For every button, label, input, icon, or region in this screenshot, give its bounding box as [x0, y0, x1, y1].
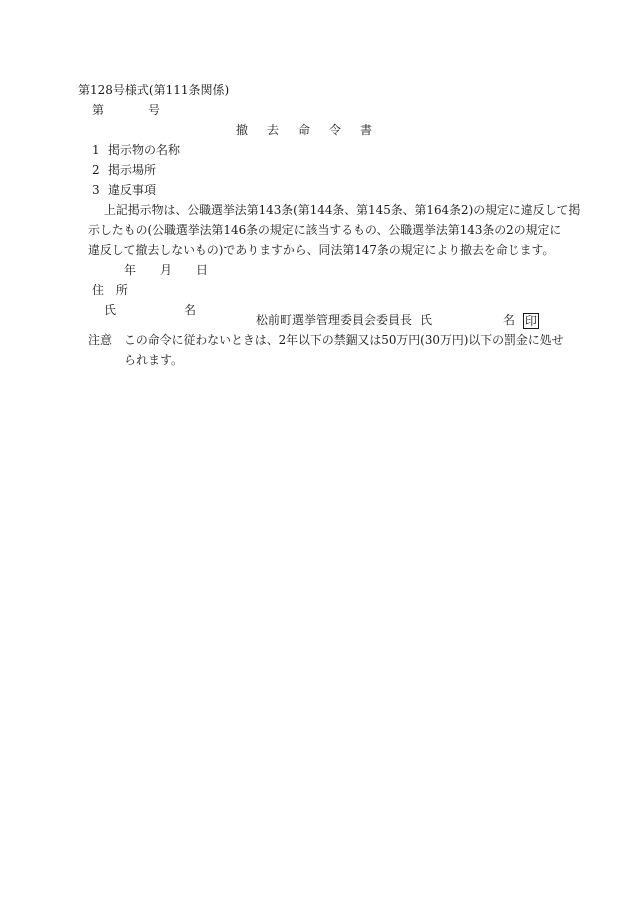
notice-label: 注意: [88, 333, 113, 347]
seal-mark: 印: [525, 313, 538, 328]
doc-number-dai: 第: [92, 103, 105, 117]
item-3-label: 違反事項: [108, 183, 157, 197]
issuer-name-shi: 氏: [420, 313, 433, 327]
item-2-number: 2: [92, 163, 100, 177]
document-title: 撤去命令書: [236, 123, 392, 137]
body-line-3: 違反して撤去しないもの)でありますから、同法第147条の規定により撤去を命じます。: [88, 243, 555, 257]
item-3-number: 3: [92, 183, 100, 197]
doc-number-go: 号: [148, 103, 161, 117]
body-line-1: 上記掲示物は、公職選挙法第143条(第144条、第145条、第164条2)の規定に違反して掲: [104, 203, 581, 217]
notice-line-1: この命令に従わないときは、2年以下の禁錮又は50万円(30万円)以下の罰金に処せ: [124, 333, 564, 347]
item-1-number: 1: [92, 143, 100, 157]
address-label: 住 所: [92, 283, 128, 297]
body-line-2: 示したもの(公職選挙法第146条の規定に該当するもの、公職選挙法第143条の2の規定に: [88, 223, 562, 237]
date-year: 年: [124, 263, 137, 277]
date-month: 月: [160, 263, 173, 277]
item-2-label: 掲示場所: [108, 163, 157, 177]
form-header: 第128号様式(第111条関係): [78, 83, 230, 97]
issuer-title: 松前町選挙管理委員会委員長: [256, 313, 413, 327]
item-1-label: 掲示物の名称: [108, 143, 181, 157]
issuer-seal-wrap: [515, 312, 539, 328]
notice-line-2: られます。: [124, 353, 184, 367]
date-day: 日: [196, 263, 209, 277]
recipient-name-mei: 名: [184, 303, 197, 317]
issuer-name-mei: 名: [503, 313, 516, 327]
recipient-name-shi: 氏: [104, 303, 117, 317]
